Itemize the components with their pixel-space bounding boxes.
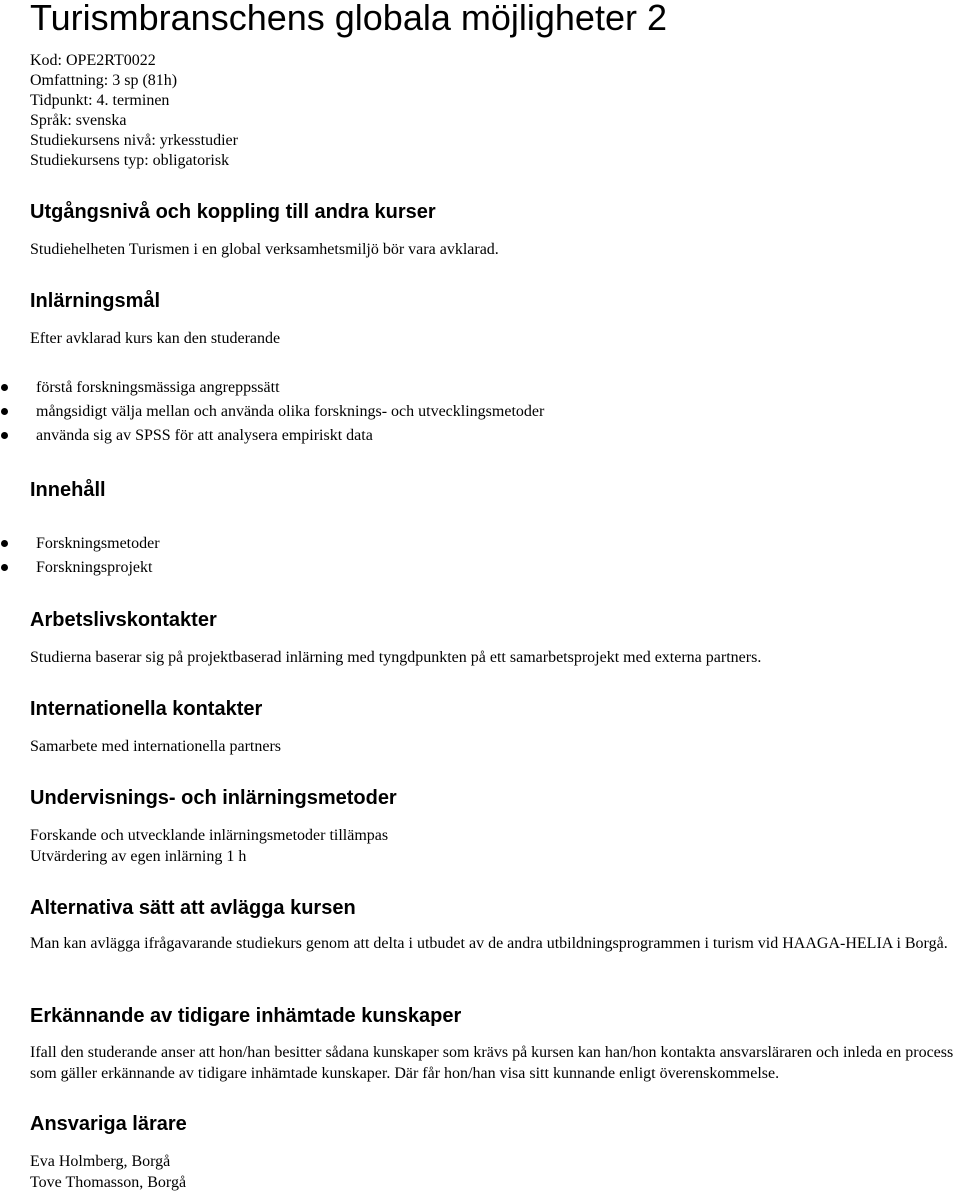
meta-scope: Omfattning: 3 sp (81h) bbox=[30, 72, 178, 89]
heading-alternativa: Alternativa sätt att avlägga kursen bbox=[30, 897, 356, 919]
heading-ansvariga: Ansvariga lärare bbox=[30, 1113, 187, 1135]
text-undervisning bbox=[30, 825, 958, 867]
bullet-icon bbox=[1, 408, 8, 415]
list-innehall bbox=[30, 532, 160, 580]
bullet-icon bbox=[1, 540, 8, 547]
list-item-text: använda sig av SPSS för att analysera empiriskt data bbox=[36, 427, 373, 444]
list-item-text: Forskningsmetoder bbox=[36, 535, 160, 552]
page-title: Turismbranschens globala möjligheter 2 bbox=[30, 0, 667, 38]
text-utgangsniva: Studiehelheten Turismen i en global verksamhetsmiljö bör vara avklarad. bbox=[30, 241, 499, 258]
heading-internationella: Internationella kontakter bbox=[30, 698, 263, 720]
heading-innehall: Innehåll bbox=[30, 479, 106, 501]
heading-arbetslivskontakter: Arbetslivskontakter bbox=[30, 609, 217, 631]
text-internationella: Samarbete med internationella partners bbox=[30, 738, 282, 755]
text-alternativa: Man kan avlägga ifrågavarande studiekurs genom att delta i utbudet av de andra utbildningsprogrammen i turism vid HAAGA-HELIA i Borgå. bbox=[30, 935, 948, 952]
text-undervisning-line-1: Forskande och utvecklande inlärningsmetoder tillämpas bbox=[30, 827, 389, 844]
heading-utgangsniva: Utgångsnivå och koppling till andra kurser bbox=[30, 201, 436, 223]
list-item bbox=[30, 376, 544, 400]
heading-inlarningsmal: Inlärningsmål bbox=[30, 290, 161, 312]
text-undervisning-line-2: Utvärdering av egen inlärning 1 h bbox=[30, 848, 247, 865]
teacher-name: Eva Holmberg, Borgå bbox=[30, 1153, 171, 1170]
meta-type: Studiekursens typ: obligatorisk bbox=[30, 152, 230, 169]
text-inlarningsmal-intro: Efter avklarad kurs kan den studerande bbox=[30, 330, 281, 347]
text-ansvariga bbox=[30, 1151, 958, 1193]
list-item bbox=[30, 424, 544, 448]
teacher-name: Tove Thomasson, Borgå bbox=[30, 1174, 187, 1191]
meta-timing: Tidpunkt: 4. terminen bbox=[30, 92, 170, 109]
text-arbetslivskontakter: Studierna baserar sig på projektbaserad inlärning med tyngdpunkten på ett samarbetsprojekt med externa partners. bbox=[30, 649, 762, 666]
bullet-icon bbox=[1, 564, 8, 571]
list-item-text: förstå forskningsmässiga angreppssätt bbox=[36, 379, 280, 396]
list-item-text: Forskningsprojekt bbox=[36, 559, 153, 576]
list-item bbox=[30, 400, 544, 424]
course-meta bbox=[30, 51, 238, 171]
meta-code: Kod: OPE2RT0022 bbox=[30, 52, 156, 69]
list-item bbox=[30, 532, 160, 556]
bullet-icon bbox=[1, 432, 8, 439]
bullet-icon bbox=[1, 384, 8, 391]
meta-level: Studiekursens nivå: yrkesstudier bbox=[30, 132, 238, 149]
list-item bbox=[30, 556, 160, 580]
text-erkannande: Ifall den studerande anser att hon/han besitter sådana kunskaper som krävs på kursen kan han/hon kontakta ansvarsläraren och inleda en process som gäller erkännande av tidigare inhämtade kunskaper. Där får hon/han visa sitt kunnande enligt överenskommelse. bbox=[30, 1044, 954, 1082]
list-inlarningsmal bbox=[30, 376, 544, 448]
heading-erkannande: Erkännande av tidigare inhämtade kunskaper bbox=[30, 1005, 462, 1027]
heading-undervisning: Undervisnings- och inlärningsmetoder bbox=[30, 787, 397, 809]
meta-language: Språk: svenska bbox=[30, 112, 127, 129]
list-item-text: mångsidigt välja mellan och använda olika forsknings- och utvecklingsmetoder bbox=[36, 403, 545, 420]
